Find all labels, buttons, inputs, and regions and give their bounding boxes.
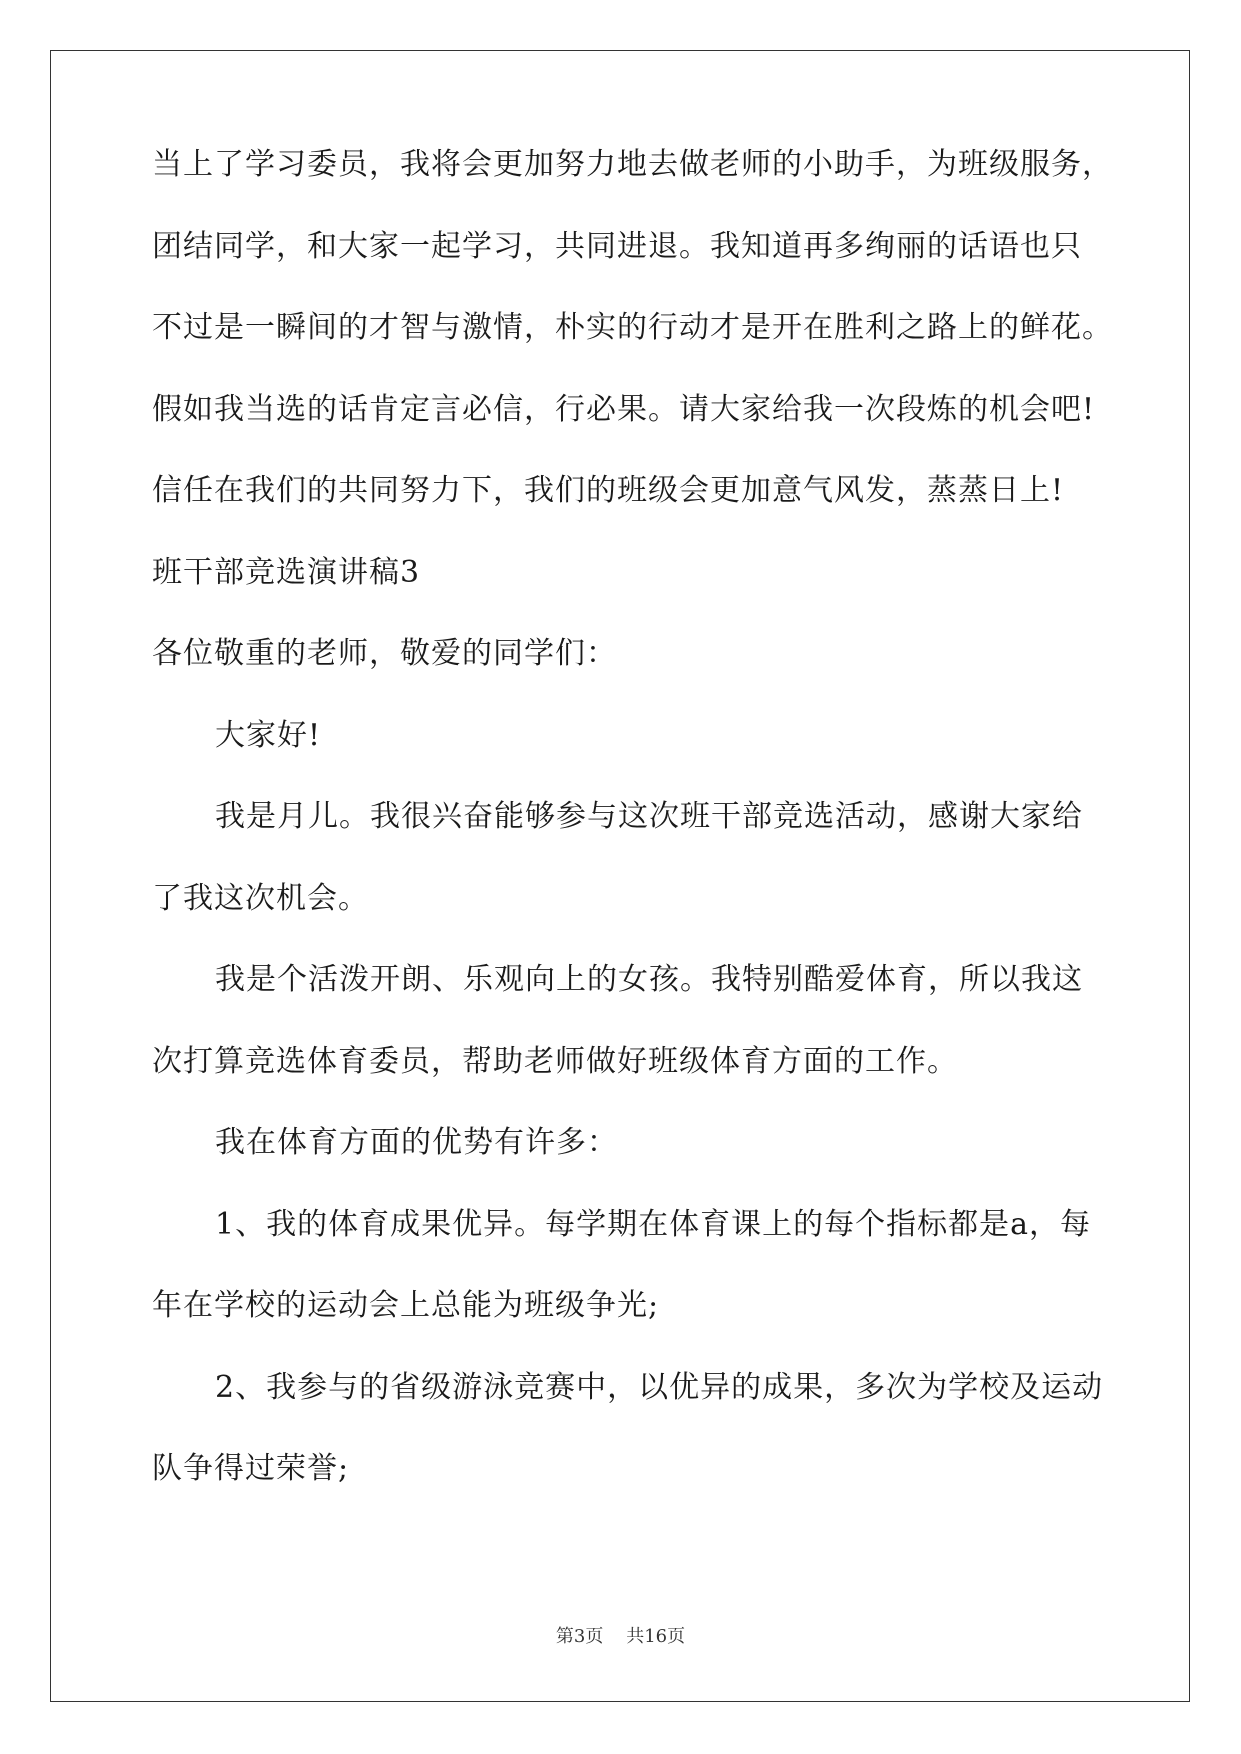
text-line: 了我这次机会。 [152,880,369,916]
text-line: 信任在我们的共同努力下，我们的班级会更加意气风发，蒸蒸日上! [152,473,1065,508]
list-item: 1、我的体育成果优异。每学期在体育课上的每个指标都是a，每 [215,1206,1091,1242]
document-body [152,145,1112,1531]
text-line: 次打算竞选体育委员，帮助老师做好班级体育方面的工作。 [152,1043,958,1079]
text-line: 当上了学习委员，我将会更加努力地去做老师的小助手，为班级服务， [152,147,1113,182]
list-item: 2、我参与的省级游泳竞赛中，以优异的成果，多次为学校及运动 [215,1369,1104,1405]
text-line: 不过是一瞬间的才智与激情，朴实的行动才是开在胜利之路上的鲜花。 [152,310,1113,345]
page-number: 第3页 共16页 [555,1626,686,1647]
text-line: 队争得过荣誉; [152,1451,350,1486]
text-line: 年在学校的运动会上总能为班级争光; [152,1288,660,1323]
greeting: 大家好! [215,717,322,753]
text-line: 我是个活泼开朗、乐观向上的女孩。我特别酷爱体育，所以我这 [215,962,1083,997]
salutation: 各位敬重的老师，敬爱的同学们： [152,636,617,671]
text-line: 假如我当选的话肯定言必信，行必果。请大家给我一次段炼的机会吧! [152,391,1096,427]
text-line: 我在体育方面的优势有许多： [215,1125,618,1160]
text-line: 我是月儿。我很兴奋能够参与这次班干部竞选活动，感谢大家给 [215,799,1083,834]
section-heading: 班干部竞选演讲稿3 [152,554,421,590]
text-line: 团结同学，和大家一起学习，共同进退。我知道再多绚丽的话语也只 [152,228,1082,264]
